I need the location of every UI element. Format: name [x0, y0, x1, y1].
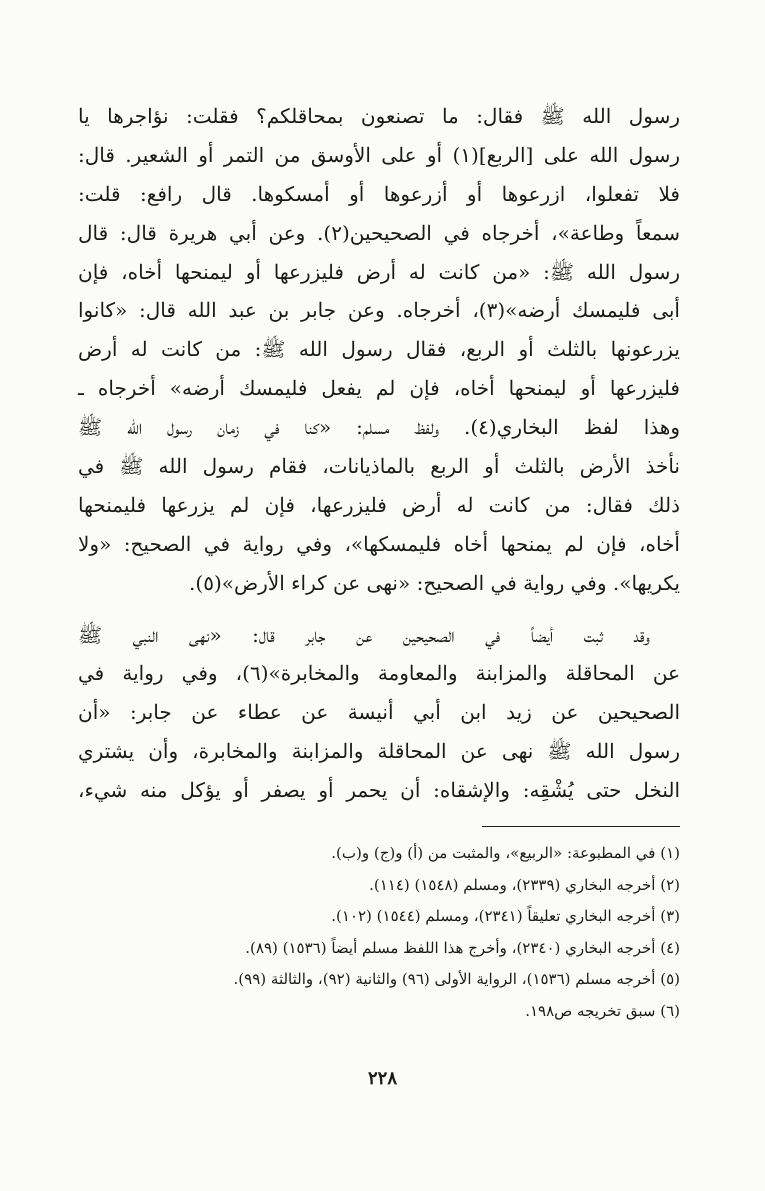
text-line: سمعاً وطاعة»، أخرجاه في الصحيحين(٢). وعن أبي هريرة قال: قال — [78, 220, 680, 245]
text-line: رسول الله ﷺ نهى عن المحاقلة والمزابنة والمخابرة، وأن يشتري — [78, 739, 680, 764]
paragraph-gap — [78, 603, 680, 616]
footnotes — [78, 838, 680, 1027]
footnote: (٥) أخرجه مسلم (١٥٣٦)، الرواية الأولى (٩٦) والثانية (٩٢)، والثالثة (٩٩). — [233, 970, 680, 988]
text-line: نأخذ الأرض بالثلث أو الربع بالماذيانات، فقام رسول الله ﷺ في — [78, 454, 680, 479]
text-line: فلا تفعلوا، ازرعوها أو أزرعوها أو أمسكوها. قال رافع: قلت: — [78, 181, 680, 206]
text-line: أخاه، فإن لم يمنحها أخاه فليمسكها»، وفي رواية في الصحيح: «ولا — [78, 531, 680, 556]
text-line: ذلك فقال: من كانت له أرض فليزرعها، فإن لم يزرعها فليمنحها — [78, 492, 680, 517]
text-line: عن المحاقلة والمزابنة والمعاومة والمخابرة»(٦)، وفي رواية في — [78, 661, 680, 686]
text-line: رسول الله ﷺ: «من كانت له أرض فليزرعها أو ليمنحها أخاه، فإن — [78, 259, 680, 284]
text-line: يزرعونها بالثلث أو الربع، فقال رسول الله ﷺ: من كانت له أرض — [78, 337, 680, 362]
page-number: ٢٢٨ — [367, 1068, 397, 1089]
text-line: يكريها». وفي رواية في الصحيح: «نهى عن كراء الأرض»(٥). — [189, 570, 680, 595]
text-line: الصحيحين عن زيد ابن أبي أنيسة عن عطاء عن جابر: «أن — [78, 700, 681, 725]
text-line: رسول الله على [الربع](١) أو على الأوسق من التمر أو الشعير. قال: — [78, 142, 680, 167]
paragraph-2 — [78, 616, 680, 810]
text-line: رسول الله ﷺ فقال: ما تصنعون بمحاقلكم؟ فقلت: نؤاجرها يا — [78, 104, 680, 128]
footnote-separator — [482, 826, 680, 827]
text-line: وقد ثبت أيضاً في الصحيحين عن جابر قال: «نهى النبي ﷺ — [78, 622, 650, 647]
footnote: (٣) أخرجه البخاري تعليقاً (٢٣٤١)، ومسلم (١٥٤٤) (١٠٢). — [331, 907, 680, 925]
paragraph-1 — [78, 97, 680, 603]
text-line: النخل حتى يُشْقِه: والإشقاه: أن يحمر أو يصفر أو يؤكل منه شيء، — [78, 778, 680, 803]
text-line: أبى فليمسك أرضه»(٣)، أخرجاه. وعن جابر بن عبد الله قال: «كانوا — [78, 298, 680, 323]
text-line: وهذا لفظ البخاري(٤). ولفظ مسلم: «كنا في زمان رسول الله ﷺ — [78, 415, 680, 440]
footnote: (٢) أخرجه البخاري (٢٣٣٩)، ومسلم (١٥٤٨) (١١٤). — [369, 875, 680, 894]
footnote: (٦) سبق تخريجه ص١٩٨. — [525, 1001, 680, 1020]
footnote: (١) في المطبوعة: «الربيع»، والمثبت من (أ) و(ج) و(ب). — [331, 844, 680, 862]
main-text — [78, 97, 680, 810]
footnote: (٤) أخرجه البخاري (٢٣٤٠)، وأخرج هذا اللفظ مسلم أيضاً (١٥٣٦) (٨٩). — [245, 938, 680, 957]
text-line: فليزرعها أو ليمنحها أخاه، فإن لم يفعل فليمسك أرضه» أخرجاه ـ — [78, 376, 680, 401]
